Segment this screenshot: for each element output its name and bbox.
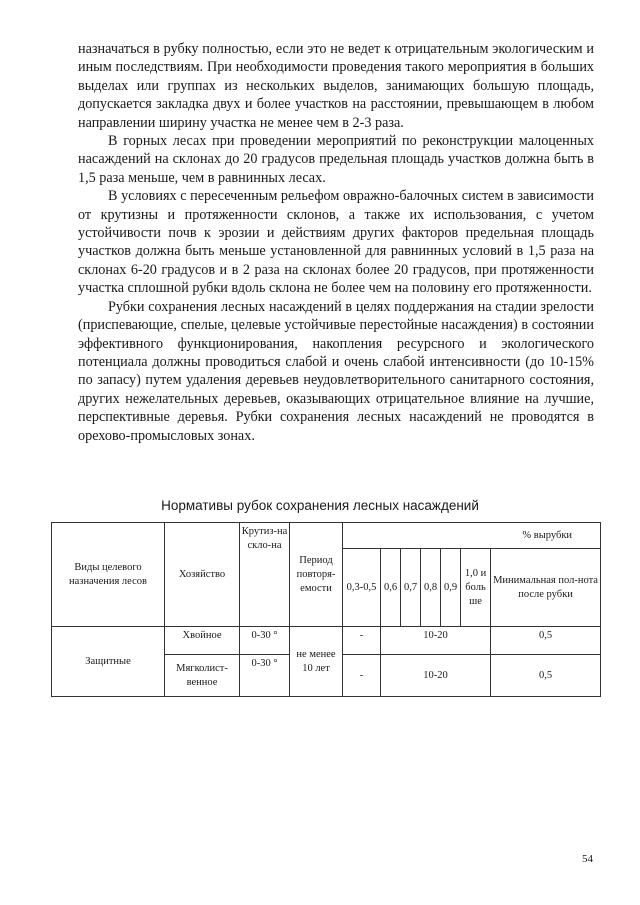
- header-density-3: 0,7: [401, 549, 421, 627]
- paragraph-2: В горных лесах при проведении мероприятий по реконструкции малоценных насаждений на склонах до 20 градусов предельная площадь участков должна быть в 1,5 раза меньше, чем в равнинных лесах.: [78, 133, 594, 186]
- group-protective: Защитные: [52, 627, 165, 697]
- row-low-density: -: [343, 627, 381, 655]
- row-farm: Мягколист-венное: [165, 655, 240, 697]
- header-farm: Хозяйство: [165, 523, 240, 627]
- page-number: 54: [582, 853, 593, 865]
- row-slope: 0-30 °: [240, 627, 290, 655]
- period-value: не менее 10 лет: [290, 627, 343, 697]
- row-cut-range: 10-20: [381, 627, 491, 655]
- header-period: Период повторя-емости: [290, 523, 343, 627]
- header-density-1: 0,3-0,5: [343, 549, 381, 627]
- paragraph-4: Рубки сохранения лесных насаждений в целях поддержания на стадии зрелости (приспевающие, спелые, целевые устойчивые перестойные насаждения) в состоянии эффективного функционирования, накопления ресурсного и экологического потенциала должны проводиться слабой и очень слабой интенсивности (до 10-15% по запасу) путем удаления деревьев неудовлетворительного санитарного состояния, других нежелательных деревьев, оказывающих отрицательное влияние на лучшие, перспективные деревья. Рубки сохранения лесных насаждений не проводятся в орехово-промысловых зонах.: [78, 298, 594, 444]
- header-density-2: 0,6: [381, 549, 401, 627]
- header-min-density: Минимальная пол-нота после рубки: [491, 549, 601, 627]
- header-density-5: 0,9: [441, 549, 461, 627]
- row-min-density: 0,5: [491, 627, 601, 655]
- row-farm: Хвойное: [165, 627, 240, 655]
- table-title: Нормативы рубок сохранения лесных насаждений: [161, 498, 479, 513]
- body-text: [78, 40, 594, 445]
- header-cut-percent: % вырубки: [343, 523, 601, 549]
- row-slope: 0-30 °: [240, 655, 290, 697]
- row-cut-range: 10-20: [381, 655, 491, 697]
- table-header-row: [52, 523, 601, 549]
- table-row: [52, 627, 601, 655]
- header-purpose: Виды целевого назначения лесов: [52, 523, 165, 627]
- row-low-density: -: [343, 655, 381, 697]
- paragraph-1: назначаться в рубку полностью, если это не ведет к отрицательным экологическим и иным последствиям. При необходимости проведения такого мероприятия в больших выделах или группах из нескольких выделов, занимающих большую площадь, допускается закладка двух и более участков на расстоянии, превышающем в любом направлении ширину участка не менее чем в 2-3 раза.: [78, 41, 594, 131]
- header-density-6: 1,0 и боль ше: [461, 549, 491, 627]
- header-slope: Крутиз-на скло-на: [240, 523, 290, 627]
- header-density-4: 0,8: [421, 549, 441, 627]
- norms-table: [51, 522, 601, 697]
- paragraph-3: В условиях с пересеченным рельефом овражно-балочных систем в зависимости от крутизны и протяженности склонов, а также их использования, с учетом устойчивости почв к эрозии и действиям других факторов предельная площадь участков должна быть меньше установленной для равнинных условий в 1,5 раза на склонах 6-20 градусов и в 2 раза на склонах более 20 градусов, при протяженности участка сплошной рубки вдоль склона не более чем на половину его протяженности.: [78, 188, 594, 297]
- row-min-density: 0,5: [491, 655, 601, 697]
